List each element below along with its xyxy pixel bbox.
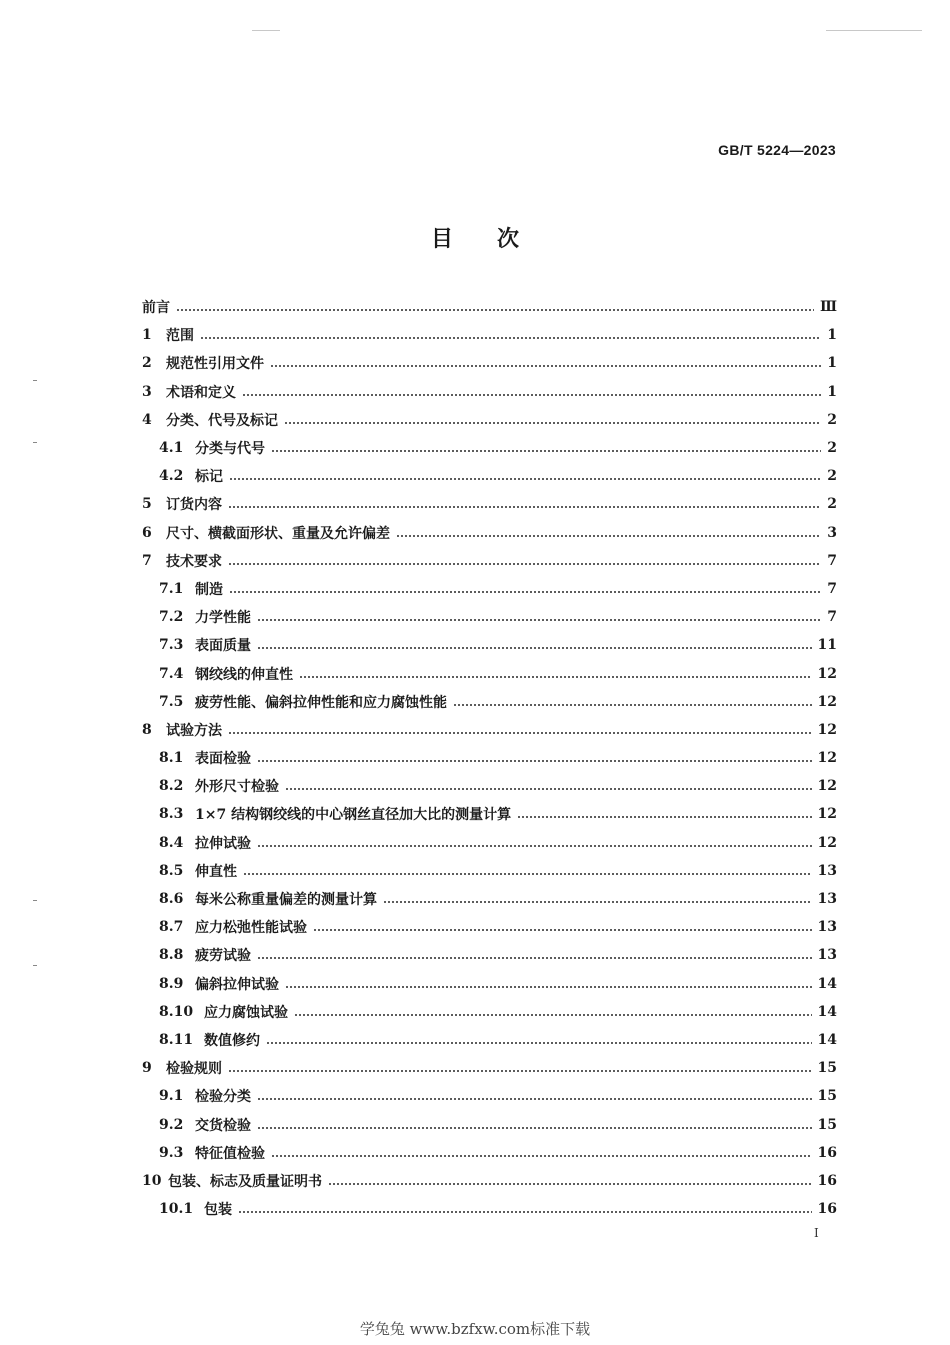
- header-rule-right: [826, 30, 922, 31]
- toc-leader-dots: [453, 704, 812, 706]
- toc-leader-dots: [285, 788, 812, 790]
- toc-entry-number: 2: [142, 355, 152, 372]
- toc-leader-dots: [257, 845, 812, 847]
- toc-entry-page: 2: [827, 411, 837, 428]
- toc-entry-label: 力学性能: [195, 610, 251, 627]
- toc-entry-page: 3: [827, 524, 837, 541]
- toc-entry-page: 13: [817, 947, 837, 964]
- toc-entry-number: 8.3: [159, 806, 184, 823]
- toc-leader-dots: [257, 619, 821, 621]
- toc-entry-page: 14: [817, 1003, 837, 1020]
- toc-entry-number: 9.2: [159, 1116, 184, 1133]
- margin-mark: [33, 380, 37, 381]
- toc-entry-label: 钢绞线的伸直性: [195, 666, 293, 683]
- toc-entry-number: 10.1: [159, 1201, 194, 1218]
- toc-entry[interactable]: [142, 744, 837, 772]
- toc-entry[interactable]: [142, 800, 837, 828]
- toc-entry-number: 4.2: [159, 468, 184, 485]
- toc-entry-page: 12: [817, 834, 837, 851]
- toc-entry-number: 5: [142, 496, 152, 513]
- toc-leader-dots: [517, 816, 811, 818]
- page-title: 目次: [430, 226, 563, 252]
- toc-entry-label: 订货内容: [166, 497, 222, 514]
- toc-entry-label: 分类与代号: [195, 441, 265, 458]
- toc-entry-label: 偏斜拉伸试验: [195, 976, 279, 993]
- toc-entry-number: 9: [142, 1060, 152, 1077]
- standard-code: GB/T 5224—2023: [718, 142, 836, 158]
- toc-entry[interactable]: [142, 857, 837, 885]
- toc-entry-label: 疲劳试验: [195, 948, 251, 965]
- toc-entry-page: 7: [827, 552, 837, 569]
- toc-leader-dots: [294, 1014, 812, 1016]
- toc-leader-dots: [228, 563, 821, 565]
- toc-entry-number: 4.1: [159, 440, 184, 457]
- toc-leader-dots: [257, 1098, 812, 1100]
- toc-entry-number: 10: [142, 1172, 162, 1189]
- toc-entry[interactable]: [142, 1082, 837, 1110]
- toc-entry[interactable]: [142, 631, 837, 659]
- toc-leader-dots: [284, 422, 821, 424]
- toc-entry[interactable]: [142, 490, 837, 518]
- toc-entry-label: 术语和定义: [166, 384, 236, 401]
- toc-entry-number: 7.1: [159, 580, 184, 597]
- toc-leader-dots: [383, 901, 812, 903]
- toc-entry-label: 应力松弛性能试验: [195, 920, 307, 937]
- toc-entry-label: 包装、标志及质量证明书: [168, 1173, 322, 1190]
- margin-mark: [33, 900, 37, 901]
- toc-entry-page: 1: [827, 383, 837, 400]
- toc-entry[interactable]: [142, 434, 837, 462]
- toc-entry-number: 8.9: [159, 975, 184, 992]
- toc-entry-label: 疲劳性能、偏斜拉伸性能和应力腐蚀性能: [195, 694, 447, 711]
- toc-entry-page: 11: [817, 637, 837, 654]
- toc-entry[interactable]: [142, 913, 837, 941]
- toc-leader-dots: [229, 591, 821, 593]
- toc-entry[interactable]: [142, 970, 837, 998]
- toc-entry-page: 12: [817, 750, 837, 767]
- toc-entry[interactable]: [142, 293, 837, 321]
- toc-entry-number: 4: [142, 411, 152, 428]
- toc-entry[interactable]: [142, 547, 837, 575]
- toc-entry-number: 8: [142, 721, 152, 738]
- toc-entry[interactable]: [142, 716, 837, 744]
- toc-leader-dots: [229, 478, 821, 480]
- toc-entry[interactable]: [142, 1026, 837, 1054]
- toc-leader-dots: [266, 1042, 812, 1044]
- toc-entry-page: Ⅲ: [819, 299, 837, 316]
- toc-entry-number: 8.6: [159, 891, 184, 908]
- toc-leader-dots: [313, 929, 812, 931]
- toc-entry-label: 拉伸试验: [195, 835, 251, 852]
- toc-leader-dots: [271, 1155, 812, 1157]
- toc-entry-label: 范围: [166, 328, 194, 345]
- toc-entry-label: 每米公称重量偏差的测量计算: [195, 892, 377, 909]
- toc-entry[interactable]: [142, 519, 837, 547]
- toc-entry[interactable]: [142, 1054, 837, 1082]
- toc-entry-number: 8.7: [159, 919, 184, 936]
- toc-entry[interactable]: [142, 659, 837, 687]
- toc-entry-label: 交货检验: [195, 1117, 251, 1134]
- toc-entry-number: 9.1: [159, 1088, 184, 1105]
- toc-entry-page: 12: [817, 806, 837, 823]
- toc-entry-page: 1: [827, 355, 837, 372]
- toc-entry-page: 15: [817, 1116, 837, 1133]
- toc-entry-number: 8.8: [159, 947, 184, 964]
- toc-entry[interactable]: [142, 772, 837, 800]
- toc-entry-page: 7: [827, 609, 837, 626]
- toc-entry-number: 8.2: [159, 778, 184, 795]
- toc-entry-number: 7.3: [159, 637, 184, 654]
- toc-leader-dots: [285, 986, 812, 988]
- toc-leader-dots: [228, 732, 812, 734]
- toc-entry-page: 13: [817, 891, 837, 908]
- toc-entry-number: 1: [142, 327, 152, 344]
- toc-entry-label: 特征值检验: [195, 1145, 265, 1162]
- toc-entry-label: 前言: [142, 300, 170, 317]
- toc-entry-page: 2: [827, 440, 837, 457]
- toc-entry-page: 1: [827, 327, 837, 344]
- toc-entry-label: 伸直性: [195, 863, 237, 880]
- toc-entry-label: 检验规则: [166, 1061, 222, 1078]
- toc-entry[interactable]: [142, 998, 837, 1026]
- toc-entry[interactable]: [142, 406, 837, 434]
- toc-entry-label: 应力腐蚀试验: [204, 1004, 288, 1021]
- toc-leader-dots: [396, 535, 821, 537]
- toc-entry-page: 12: [817, 778, 837, 795]
- toc-entry-label: 分类、代号及标记: [166, 412, 278, 429]
- toc-entry-label: 尺寸、横截面形状、重量及允许偏差: [166, 525, 390, 542]
- toc-entry-page: 16: [817, 1172, 837, 1189]
- toc-entry-page: 12: [817, 665, 837, 682]
- toc-entry[interactable]: [142, 829, 837, 857]
- toc-entry-number: 7.5: [159, 693, 184, 710]
- toc-entry-label: 表面质量: [195, 638, 251, 655]
- margin-mark: [33, 965, 37, 966]
- toc-entry-label: 试验方法: [166, 722, 222, 739]
- toc-entry[interactable]: [142, 1167, 837, 1195]
- toc-leader-dots: [299, 676, 812, 678]
- toc-entry-label: 表面检验: [195, 751, 251, 768]
- toc-entry-page: 2: [827, 496, 837, 513]
- toc-entry[interactable]: [142, 1139, 837, 1167]
- toc-entry-label: 标记: [195, 469, 223, 486]
- toc-entry-number: 8.4: [159, 834, 184, 851]
- watermark-text: 学兔兔 www.bzfxw.com标准下载: [359, 1320, 591, 1338]
- toc-entry-page: 7: [827, 580, 837, 597]
- toc-entry-number: 3: [142, 383, 152, 400]
- toc-entry-number: 7: [142, 552, 152, 569]
- toc-entry-page: 14: [817, 1031, 837, 1048]
- toc-entry-label: 数值修约: [204, 1032, 260, 1049]
- toc-entry-number: 7.4: [159, 665, 184, 682]
- toc-leader-dots: [328, 1183, 812, 1185]
- toc-entry-page: 12: [817, 721, 837, 738]
- toc-entry[interactable]: [142, 885, 837, 913]
- toc-entry-number: 8.1: [159, 750, 184, 767]
- toc-entry-label: 包装: [204, 1202, 232, 1219]
- toc-entry[interactable]: [142, 321, 837, 349]
- toc-entry[interactable]: [142, 1195, 837, 1223]
- toc-entry-page: 13: [817, 919, 837, 936]
- toc-entry[interactable]: [142, 603, 837, 631]
- toc-entry-label: 规范性引用文件: [166, 356, 264, 373]
- toc-entry[interactable]: [142, 575, 837, 603]
- toc-entry-page: 12: [817, 693, 837, 710]
- toc-entry-label: 技术要求: [166, 553, 222, 570]
- toc-entry-label: 制造: [195, 581, 223, 598]
- footer-page-number: I: [814, 1226, 819, 1240]
- toc-entry-number: 9.3: [159, 1144, 184, 1161]
- toc-entry-page: 13: [817, 862, 837, 879]
- toc-entry[interactable]: [142, 1110, 837, 1138]
- toc-entry-page: 16: [817, 1201, 837, 1218]
- toc-entry-label: 1×7 结构钢绞线的中心钢丝直径加大比的测量计算: [195, 807, 512, 824]
- toc-entry[interactable]: [142, 941, 837, 969]
- toc-leader-dots: [242, 394, 821, 396]
- toc-leader-dots: [271, 450, 821, 452]
- header-rule-left: [252, 30, 280, 31]
- toc-leader-dots: [243, 873, 812, 875]
- table-of-contents: [142, 293, 837, 1223]
- margin-mark: [33, 442, 37, 443]
- toc-entry-label: 外形尺寸检验: [195, 779, 279, 796]
- toc-entry-number: 6: [142, 524, 152, 541]
- toc-entry-page: 15: [817, 1088, 837, 1105]
- toc-leader-dots: [176, 309, 814, 311]
- toc-entry-number: 7.2: [159, 609, 184, 626]
- toc-entry-page: 14: [817, 975, 837, 992]
- toc-entry-page: 2: [827, 468, 837, 485]
- toc-entry[interactable]: [142, 349, 837, 377]
- toc-leader-dots: [238, 1211, 812, 1213]
- toc-entry-number: 8.11: [159, 1031, 194, 1048]
- toc-entry[interactable]: [142, 378, 837, 406]
- toc-leader-dots: [257, 1127, 812, 1129]
- toc-entry[interactable]: [142, 688, 837, 716]
- toc-leader-dots: [257, 760, 812, 762]
- toc-entry-number: 8.10: [159, 1003, 194, 1020]
- toc-entry[interactable]: [142, 462, 837, 490]
- toc-entry-label: 检验分类: [195, 1089, 251, 1106]
- toc-entry-page: 15: [817, 1060, 837, 1077]
- toc-leader-dots: [257, 647, 812, 649]
- toc-entry-page: 16: [817, 1144, 837, 1161]
- toc-leader-dots: [257, 957, 812, 959]
- toc-leader-dots: [200, 337, 821, 339]
- toc-entry-number: 8.5: [159, 862, 184, 879]
- toc-leader-dots: [270, 365, 821, 367]
- toc-leader-dots: [228, 1070, 812, 1072]
- toc-leader-dots: [228, 506, 821, 508]
